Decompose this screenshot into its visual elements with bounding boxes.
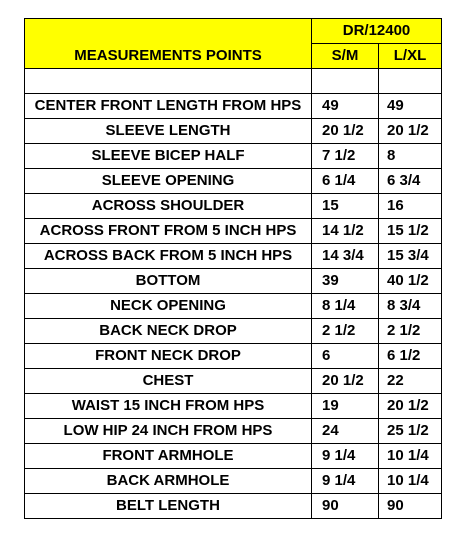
measurements-points-header: MEASUREMENTS POINTS: [25, 19, 312, 69]
table-row: [25, 419, 442, 444]
measurement-point-label: CHEST: [25, 369, 312, 394]
measurement-point-label: CENTER FRONT LENGTH FROM HPS: [25, 94, 312, 119]
size-lxl-value: 20 1/2: [379, 394, 442, 419]
size-sm-value: 14 3/4: [312, 244, 379, 269]
size-lxl-value: 10 1/4: [379, 469, 442, 494]
table-row: [25, 94, 442, 119]
size-sm-value: 15: [312, 194, 379, 219]
size-sm-value: 6: [312, 344, 379, 369]
size-header-lxl: L/XL: [379, 44, 442, 69]
measurement-point-label: SLEEVE OPENING: [25, 169, 312, 194]
measurement-point-label: BACK ARMHOLE: [25, 469, 312, 494]
size-lxl-value: 20 1/2: [379, 119, 442, 144]
blank-row: [25, 69, 442, 94]
measurement-point-label: FRONT NECK DROP: [25, 344, 312, 369]
size-sm-value: 6 1/4: [312, 169, 379, 194]
table-row: [25, 344, 442, 369]
size-sm-value: 14 1/2: [312, 219, 379, 244]
measurement-spec-table: [24, 18, 442, 519]
header-row-style: [25, 19, 442, 44]
size-sm-value: 19: [312, 394, 379, 419]
measurement-point-label: FRONT ARMHOLE: [25, 444, 312, 469]
size-lxl-value: 2 1/2: [379, 319, 442, 344]
measurement-point-label: BOTTOM: [25, 269, 312, 294]
size-lxl-value: 15 3/4: [379, 244, 442, 269]
size-lxl-value: 6 1/2: [379, 344, 442, 369]
size-lxl-value: 15 1/2: [379, 219, 442, 244]
measurement-point-label: SLEEVE BICEP HALF: [25, 144, 312, 169]
size-lxl-value: 10 1/4: [379, 444, 442, 469]
blank-cell: [312, 69, 379, 94]
size-sm-value: 2 1/2: [312, 319, 379, 344]
measurement-point-label: WAIST 15 INCH FROM HPS: [25, 394, 312, 419]
measurement-point-label: BACK NECK DROP: [25, 319, 312, 344]
size-lxl-value: 90: [379, 494, 442, 519]
size-sm-value: 20 1/2: [312, 369, 379, 394]
size-sm-value: 90: [312, 494, 379, 519]
table-row: [25, 244, 442, 269]
size-lxl-value: 8: [379, 144, 442, 169]
table-row: [25, 169, 442, 194]
size-lxl-value: 22: [379, 369, 442, 394]
table-row: [25, 144, 442, 169]
size-sm-value: 20 1/2: [312, 119, 379, 144]
table-row: [25, 469, 442, 494]
size-lxl-value: 8 3/4: [379, 294, 442, 319]
size-sm-value: 39: [312, 269, 379, 294]
table-row: [25, 369, 442, 394]
size-sm-value: 7 1/2: [312, 144, 379, 169]
table-row: [25, 319, 442, 344]
size-sm-value: 9 1/4: [312, 469, 379, 494]
size-header-sm: S/M: [312, 44, 379, 69]
table-row: [25, 494, 442, 519]
size-lxl-value: 49: [379, 94, 442, 119]
measurement-point-label: ACROSS BACK FROM 5 INCH HPS: [25, 244, 312, 269]
table-row: [25, 394, 442, 419]
table-row: [25, 269, 442, 294]
table-row: [25, 444, 442, 469]
size-sm-value: 24: [312, 419, 379, 444]
measurement-point-label: LOW HIP 24 INCH FROM HPS: [25, 419, 312, 444]
size-lxl-value: 25 1/2: [379, 419, 442, 444]
blank-cell: [25, 69, 312, 94]
size-sm-value: 49: [312, 94, 379, 119]
measurement-point-label: SLEEVE LENGTH: [25, 119, 312, 144]
size-lxl-value: 16: [379, 194, 442, 219]
measurement-point-label: BELT LENGTH: [25, 494, 312, 519]
measurement-point-label: NECK OPENING: [25, 294, 312, 319]
table-row: [25, 219, 442, 244]
size-lxl-value: 6 3/4: [379, 169, 442, 194]
size-sm-value: 8 1/4: [312, 294, 379, 319]
size-lxl-value: 40 1/2: [379, 269, 442, 294]
blank-cell: [379, 69, 442, 94]
size-sm-value: 9 1/4: [312, 444, 379, 469]
style-number-header: DR/12400: [312, 19, 442, 44]
table-row: [25, 294, 442, 319]
table-row: [25, 194, 442, 219]
table-row: [25, 119, 442, 144]
measurement-point-label: ACROSS SHOULDER: [25, 194, 312, 219]
measurement-point-label: ACROSS FRONT FROM 5 INCH HPS: [25, 219, 312, 244]
